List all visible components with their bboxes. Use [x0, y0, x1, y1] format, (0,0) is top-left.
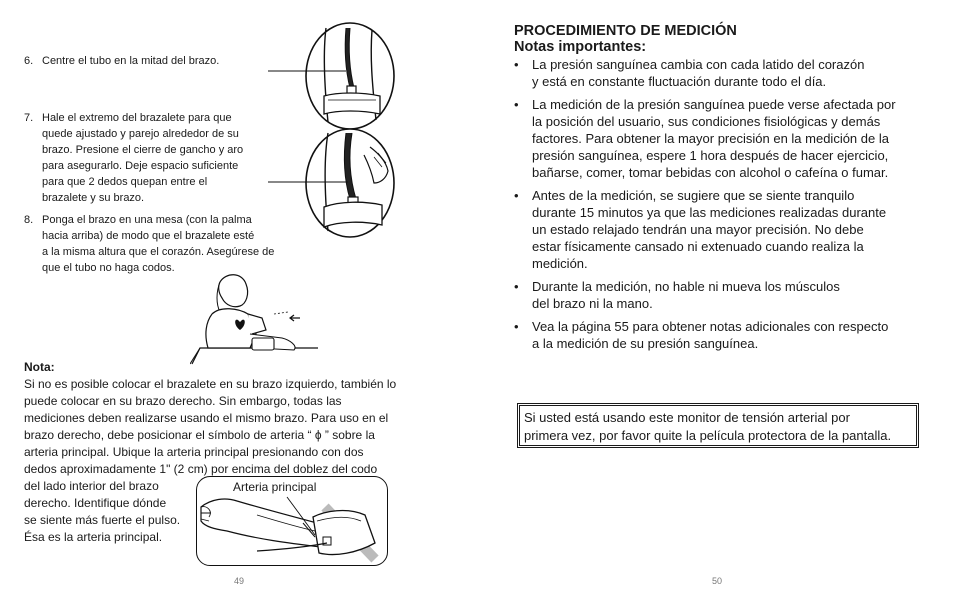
note-line: Ésa es la arteria principal.: [24, 530, 163, 544]
bullet-line: factores. Para obtener la mayor precisión en la medición de la: [532, 131, 889, 146]
bullet-line: La presión sanguínea cambia con cada latido del corazón: [532, 57, 865, 72]
bullet-line: la posición del usuario, sus condiciones fisiológicas y demás: [532, 114, 881, 129]
step-number: 7.: [24, 112, 34, 124]
bullet-marker: •: [514, 57, 519, 72]
bullet-line: durante 15 minutos ya que las mediciones realizadas durante: [532, 205, 887, 220]
bullet-line: estar físicamente cansado ni extenuado cuando realiza la: [532, 239, 864, 254]
seated-person-illustration: [190, 268, 320, 366]
bullet-marker: •: [514, 97, 519, 112]
step-line: a la misma altura que el corazón. Asegúrese de: [42, 246, 275, 258]
bullet-line: La medición de la presión sanguínea puede verse afectada por: [532, 97, 896, 112]
notice-line: primera vez, por favor quite la película protectora de la pantalla.: [524, 428, 892, 443]
step-line: para que 2 dedos quepan entre el: [42, 176, 208, 188]
step-line: Ponga el brazo en una mesa (con la palma: [42, 214, 252, 226]
step-line: Hale el extremo del brazalete para que: [42, 112, 232, 124]
step-line: brazalete y su brazo.: [42, 192, 145, 204]
note-line: mediciones deben realizarse usando el mismo brazo. Para uso en el: [24, 411, 389, 425]
bullet-line: presión sanguínea, espere 1 hora después de hacer ejercicio,: [532, 148, 889, 163]
note-line: brazo derecho, debe posicionar el símbolo de arteria “ ϕ ” sobre la: [24, 428, 375, 442]
notes-list: [514, 56, 934, 358]
notice-box: [517, 403, 919, 448]
note-line: se siente más fuerte el pulso.: [24, 513, 181, 527]
list-item: [514, 56, 934, 90]
artery-label: Arteria principal: [233, 480, 317, 494]
note-heading: Nota:: [24, 360, 55, 374]
note-line: derecho. Identifique dónde: [24, 496, 167, 510]
bullet-line: Durante la medición, no hable ni mueva los músculos: [532, 279, 840, 294]
step-line: quede ajustado y parejo alrededor de su: [42, 128, 239, 140]
bullet-line: a la medición de su presión sanguínea.: [532, 336, 759, 351]
bullet-line: del brazo ni la mano.: [532, 296, 653, 311]
section-title: PROCEDIMIENTO DE MEDICIÓN: [514, 23, 737, 39]
step-number: 8.: [24, 214, 34, 226]
bullet-marker: •: [514, 279, 519, 294]
note-line: del lado interior del brazo: [24, 479, 159, 493]
step-line: Centre el tubo en la mitad del brazo.: [42, 55, 220, 67]
step-number: 6.: [24, 55, 34, 67]
bullet-line: bañarse, comer, tomar bebidas con alcohol o cafeína o fumar.: [532, 165, 889, 180]
step-text: [42, 53, 219, 69]
page-number-left: 49: [234, 576, 245, 586]
bullet-marker: •: [514, 319, 519, 334]
notice-line: Si usted está usando este monitor de tensión arterial por: [524, 410, 850, 425]
step-7: [24, 110, 304, 210]
step-line: hacia arriba) de modo que el brazalete esté: [42, 230, 255, 242]
note-line: arteria principal. Ubique la arteria principal presionando con dos: [24, 445, 364, 459]
bullet-line: Vea la página 55 para obtener notas adicionales con respecto: [532, 319, 889, 334]
bullet-line: medición.: [532, 256, 588, 271]
list-item: [514, 318, 934, 352]
artery-illustration: [196, 476, 388, 566]
step-line: para asegurarlo. Deje espacio suficiente: [42, 160, 239, 172]
step-line: que el tubo no haga codos.: [42, 262, 175, 274]
note-line: dedos aproximadamente 1" (2 cm) por encima del doblez del codo: [24, 462, 378, 476]
bullet-marker: •: [514, 188, 519, 203]
bullet-line: y está en constante fluctuación durante todo el día.: [532, 74, 827, 89]
bullet-line: Antes de la medición, se sugiere que se siente tranquilo: [532, 188, 855, 203]
cuff-tube-center-illustration: [268, 22, 408, 132]
cuff-tighten-illustration: [268, 127, 408, 239]
step-6: [24, 53, 294, 73]
section-subtitle: Notas importantes:: [514, 39, 647, 55]
arm-cuff-icon: [197, 477, 387, 565]
step-line: brazo. Presione el cierre de gancho y aro: [42, 144, 244, 156]
list-item: [514, 278, 934, 312]
page-number-right: 50: [712, 576, 723, 586]
note-line: Si no es posible colocar el brazalete en su brazo izquierdo, también lo: [24, 377, 397, 391]
bullet-line: un estado relajado tendrán una mayor precisión. No debe: [532, 222, 864, 237]
note-line: puede colocar en su brazo derecho. Sin embargo, todas las: [24, 394, 342, 408]
list-item: [514, 187, 934, 272]
step-text: [42, 212, 274, 276]
list-item: [514, 96, 934, 181]
step-text: [42, 110, 243, 206]
